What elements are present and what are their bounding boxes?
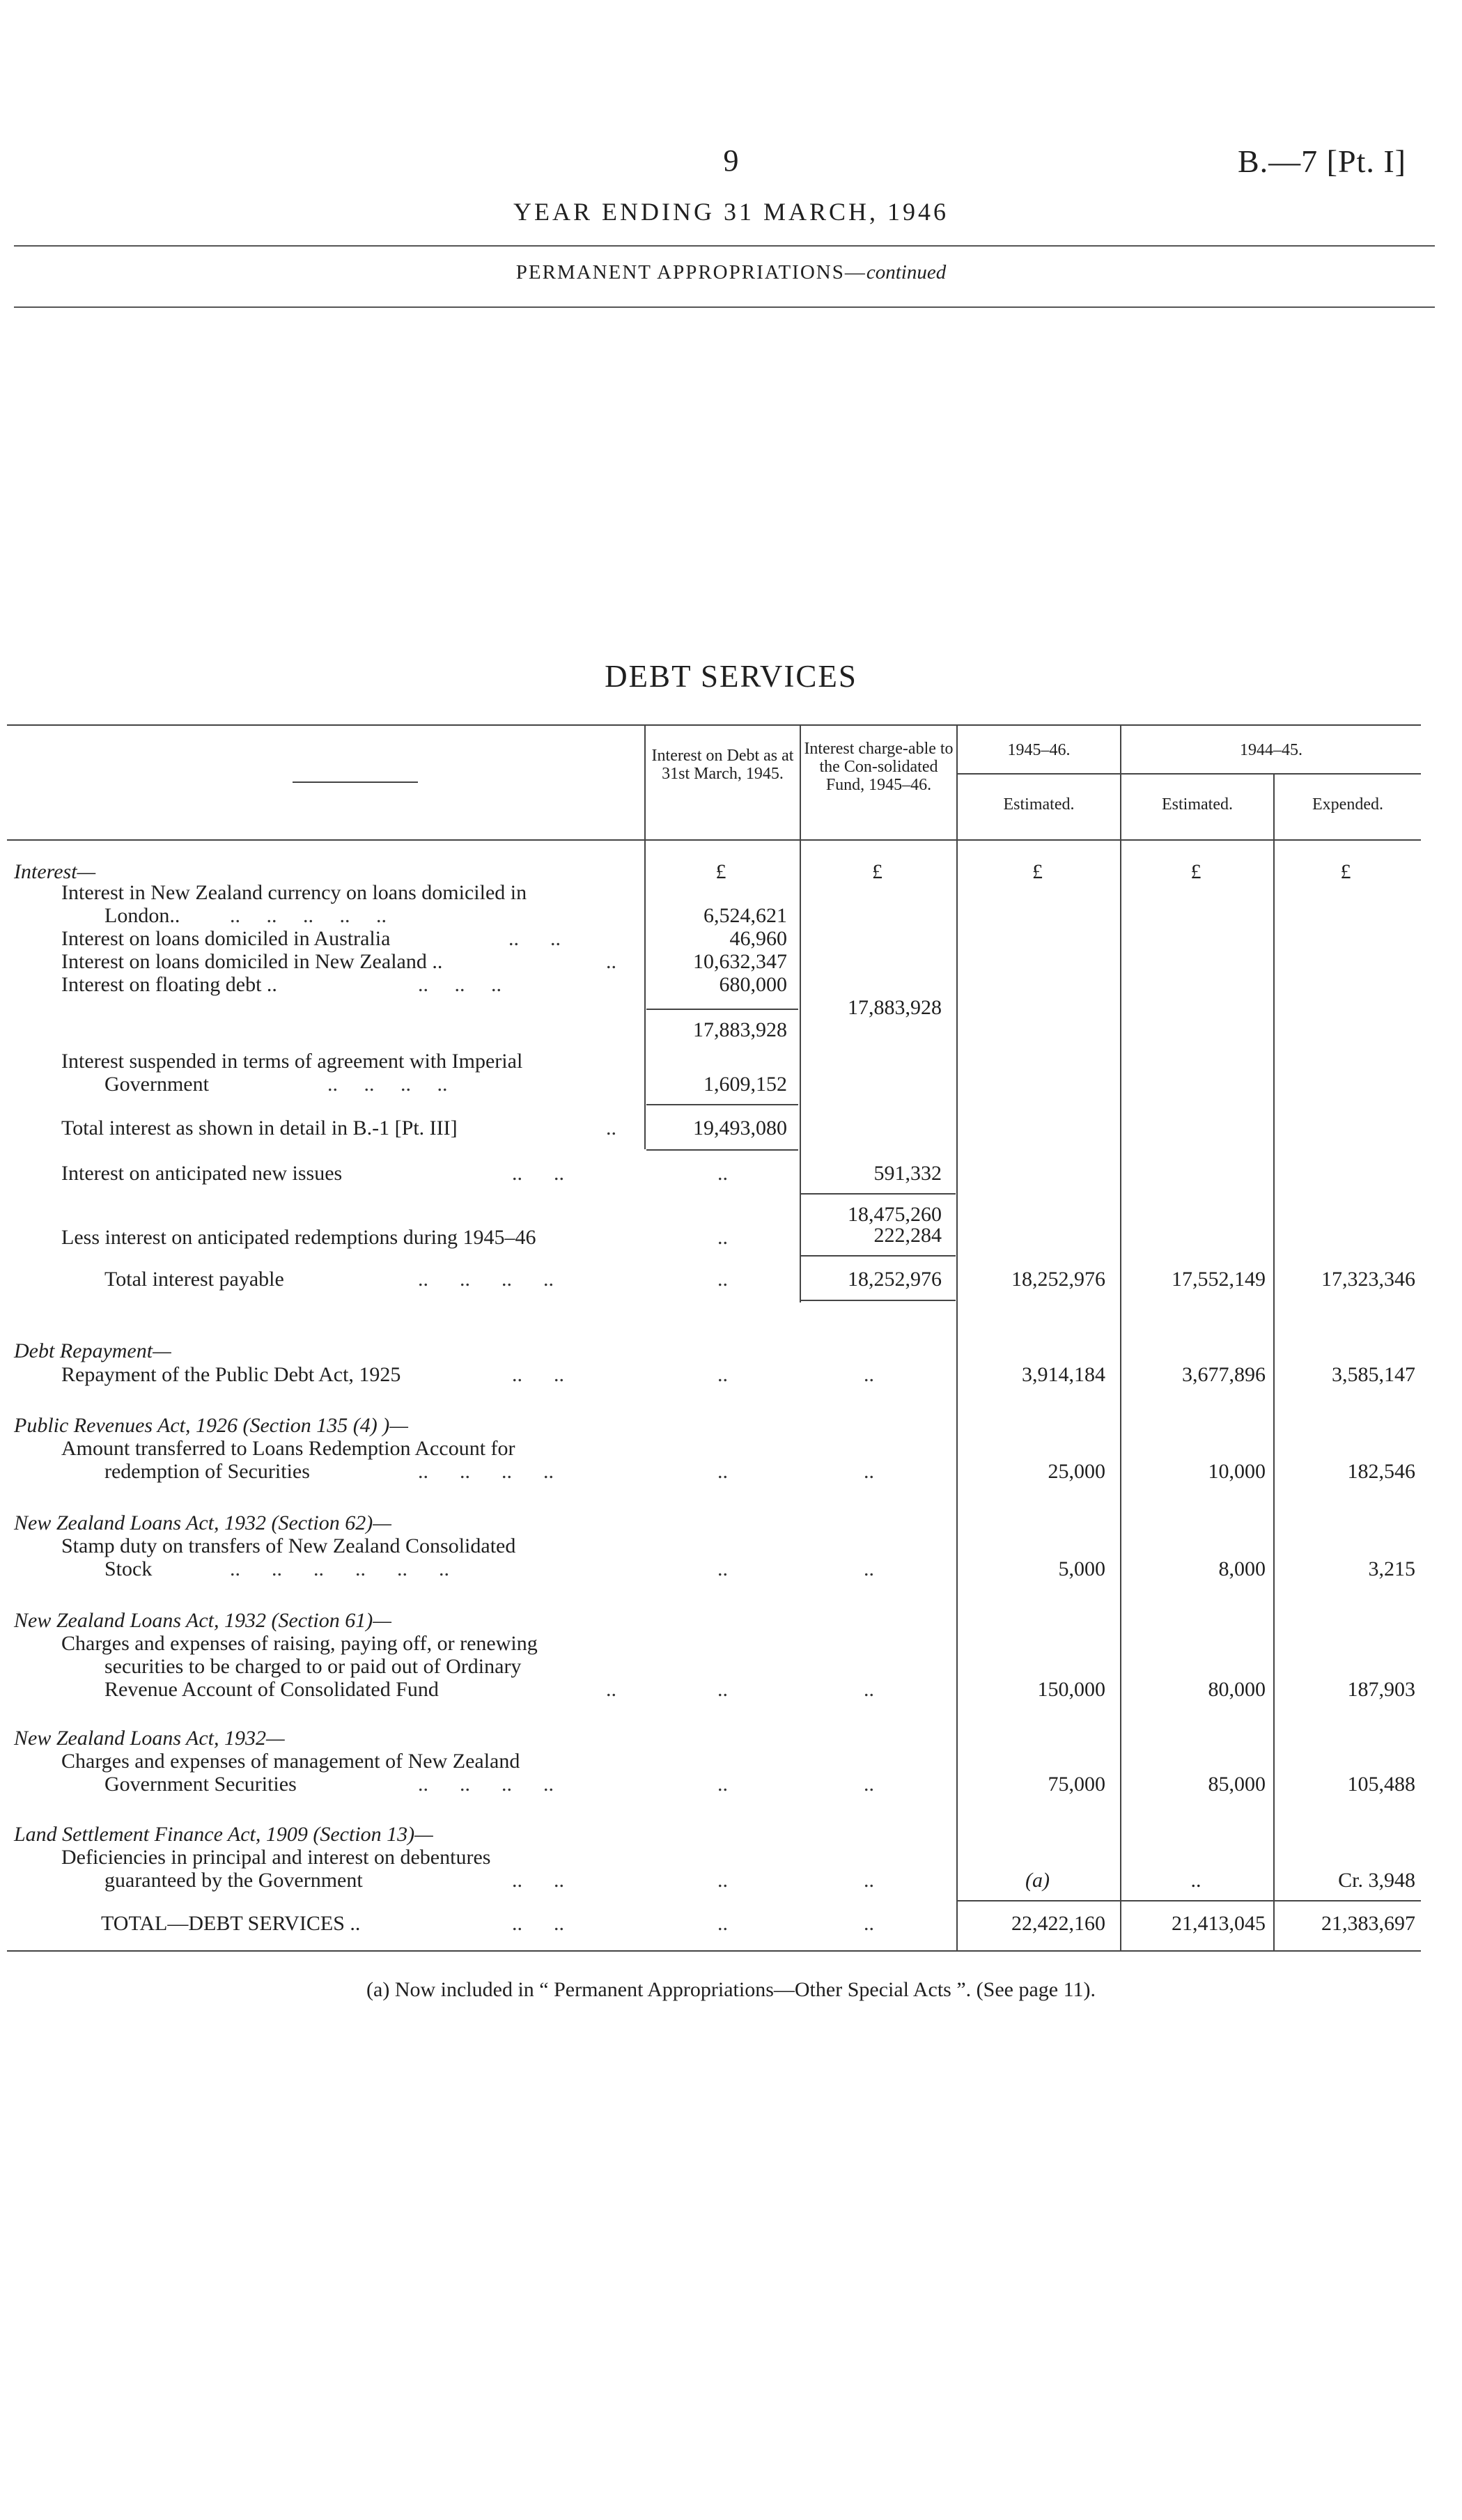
currency-col-5: £ xyxy=(1340,860,1351,883)
less-redemptions-label: Less interest on anticipated redemptions during 1945–46 xyxy=(61,1226,536,1249)
public-revenues-expended-1944-45: 182,546 xyxy=(1347,1460,1415,1483)
loans61-estimated-1944-45: 80,000 xyxy=(1208,1678,1266,1701)
loans62-heading: New Zealand Loans Act, 1932 (Section 62)— xyxy=(14,1511,391,1534)
debt-repayment-expended-1944-45: 3,585,147 xyxy=(1332,1363,1415,1386)
total-payable-estimated-1944-45: 17,552,149 xyxy=(1172,1268,1266,1291)
description-header-mark xyxy=(293,781,418,783)
nz-domiciled-label: Interest on loans domiciled in New Zealand .. xyxy=(61,950,443,973)
total-shown-rule-bottom xyxy=(646,1149,798,1151)
interest-chargeable-value: 17,883,928 xyxy=(848,996,942,1019)
interest-heading: Interest— xyxy=(14,860,96,883)
total-shown-rule-top xyxy=(646,1104,798,1105)
header-estimated-1944-45: Estimated. xyxy=(1162,795,1233,814)
public-revenues-label-1: Amount transferred to Loans Redemption Account for xyxy=(61,1437,515,1460)
public-revenues-heading: Public Revenues Act, 1926 (Section 135 (4) )— xyxy=(14,1414,408,1437)
page-reference: B.—7 [Pt. I] xyxy=(1238,143,1406,179)
loans-label-2: Government Securities xyxy=(104,1773,297,1796)
nz-currency-value: 6,524,621 xyxy=(703,904,787,927)
loans61-expended-1944-45: 187,903 xyxy=(1347,1678,1415,1701)
col-rule-5 xyxy=(1273,773,1275,1950)
loans61-label-3: Revenue Account of Consolidated Fund xyxy=(104,1678,439,1701)
section-title: DEBT SERVICES xyxy=(605,659,857,694)
loans61-estimated-1945-46: 150,000 xyxy=(1037,1678,1105,1701)
year-header-rule xyxy=(956,773,1421,775)
header-year-1944-45: 1944–45. xyxy=(1240,741,1302,759)
col-rule-2 xyxy=(800,724,801,1302)
table-header-rule xyxy=(7,839,1421,841)
anticipated-value: 591,332 xyxy=(873,1162,942,1185)
header-year-1945-46: 1945–46. xyxy=(1007,741,1071,759)
suspended-value: 1,609,152 xyxy=(703,1073,787,1096)
debt-services-table: Interest on Debt as at 31st March, 1945. Interest charge-able to the Con-solidated Fund, 1945–46. 1945–46. 1944–45. Estimated. Estimated. Expended. £ £ £ £ £ Interest— Interest in New Zealand currency on loans domiciled in London.. .. .. .. .. .. 6,524,621 Interest on loans domiciled in Australia .. .. 46,960 Interest on loans domiciled in New Zealand .. .. 10,632,347 Interest on floating debt .. .. .. .. 680,000 17,883,928 17,883,928 Interest suspended in terms of agreement with Imperial Government .. .. .. .. 1,609,152 Total interest as shown in detail in B.-1 [Pt. III] .. 19,493,080 Interest on anticipated new issues .. .. .. 591,332 18,475,260 Less interest on anticipated redemptions during 1945–46 .. 222,284 Total interest payable .. .. .. .. .. 18,252,976 18,252,976 17,552,149 17,323,346 Debt Repayment— Repayment of the Public Debt Act, 1925 .. .. .. .. 3,914,184 3,677,896 3,585,147 Public Revenues Act, 1926 (Section 135 (4) )— Amount transferred to Loans Redemption Account for redemption of Securities .. .. .. .. .. .. 25,000 10,000 182,546 New Zealand Loans Act, 1932 (Section 62)— Stamp duty on transfers of New Zealand Consolidated Stock .. .. .. .. .. .. .. .. 5,000 8,000 3,215 New Zealand Loans Act, 1932 (Section 61)— Charges and expenses of raising, paying off, or renewing securities to be charged to or paid out of Ordinary Revenue Account of Consolidated Fund .. .. .. 150,000 80,000 187,903 New Zealand Loans Act, 1932— Charges and expenses of management of New Zealand Government Securities .. .. .. .. .. .. 75,000 85,000 105,488 Land Settlement Finance Act, 1909 (Section 13)— Deficiencies in principal and interest on debentures guaranteed by the Government .. .. .. .. (a) .. Cr. 3,948 TOTAL—DEBT SERVICES .. .. .. .. .. 22,422,160 21,413,045 21,383,697 xyxy=(0,0,1462,2520)
header-interest-debt: Interest on Debt as at 31st March, 1945. xyxy=(651,747,794,783)
header-interest-chargeable: Interest charge-able to the Con-solidated Fund, 1945–46. xyxy=(804,740,954,794)
debt-repayment-label: Repayment of the Public Debt Act, 1925 xyxy=(61,1363,401,1386)
loans-estimated-1945-46: 75,000 xyxy=(1048,1773,1105,1796)
sum-rule xyxy=(801,1193,956,1195)
nz-currency-label-1: Interest in New Zealand currency on loans domiciled in xyxy=(61,881,527,904)
loans-label-1: Charges and expenses of management of New Zealand xyxy=(61,1750,520,1773)
less-redemptions-value: 222,284 xyxy=(873,1224,942,1247)
total-payable-rule-bottom xyxy=(801,1300,956,1301)
currency-col-3: £ xyxy=(1032,860,1043,883)
loans61-label-1: Charges and expenses of raising, paying off, or renewing xyxy=(61,1632,538,1655)
subtotal-rule xyxy=(646,1009,798,1010)
loans62-estimated-1944-45: 8,000 xyxy=(1218,1557,1266,1580)
debt-repayment-estimated-1944-45: 3,677,896 xyxy=(1182,1363,1266,1386)
col-rule-1 xyxy=(644,724,646,1149)
anticipated-label: Interest on anticipated new issues xyxy=(61,1162,343,1185)
nz-currency-label-2: London.. xyxy=(104,904,180,927)
loans61-label-2: securities to be charged to or paid out of Ordinary xyxy=(104,1655,522,1678)
subtitle-continued: continued xyxy=(866,261,947,283)
grand-total-estimated-1944-45: 21,413,045 xyxy=(1172,1912,1266,1935)
col-rule-4 xyxy=(1120,724,1121,1950)
grand-total-label: TOTAL—DEBT SERVICES .. xyxy=(101,1912,361,1935)
australia-label: Interest on loans domiciled in Australia xyxy=(61,927,391,950)
land-estimated-1945-46: (a) xyxy=(1025,1869,1050,1892)
interest-subtotal-value: 17,883,928 xyxy=(693,1018,787,1041)
table-bottom-rule xyxy=(7,1950,1421,1952)
land-estimated-1944-45: .. xyxy=(1190,1869,1202,1892)
currency-col-2: £ xyxy=(872,860,882,883)
total-shown-label: Total interest as shown in detail in B.-1 [Pt. III] xyxy=(61,1117,458,1140)
grand-total-rule-top xyxy=(956,1900,1421,1901)
header-expended-1944-45: Expended. xyxy=(1312,795,1383,814)
loans-expended-1944-45: 105,488 xyxy=(1347,1773,1415,1796)
total-payable-label: Total interest payable xyxy=(104,1268,284,1291)
suspended-label-2: Government xyxy=(104,1073,209,1096)
public-revenues-estimated-1944-45: 10,000 xyxy=(1208,1460,1266,1483)
currency-col-4: £ xyxy=(1190,860,1202,883)
floating-label: Interest on floating debt .. xyxy=(61,973,277,996)
loans62-label-1: Stamp duty on transfers of New Zealand Consolidated xyxy=(61,1534,516,1557)
page-title: YEAR ENDING 31 MARCH, 1946 xyxy=(513,198,949,226)
land-label-2: guaranteed by the Government xyxy=(104,1869,363,1892)
land-expended-1944-45: Cr. 3,948 xyxy=(1338,1869,1415,1892)
public-revenues-label-2: redemption of Securities xyxy=(104,1460,310,1483)
footnote: (a) Now included in “ Permanent Appropriations—Other Special Acts ”. (See page 11). xyxy=(366,1978,1096,2001)
header-estimated-1945-46: Estimated. xyxy=(1003,795,1075,814)
land-label-1: Deficiencies in principal and interest on debentures xyxy=(61,1846,491,1869)
loans62-expended-1944-45: 3,215 xyxy=(1368,1557,1415,1580)
sum-value: 18,475,260 xyxy=(848,1203,942,1226)
nz-domiciled-value: 10,632,347 xyxy=(693,950,787,973)
floating-value: 680,000 xyxy=(719,973,787,996)
loans61-heading: New Zealand Loans Act, 1932 (Section 61)— xyxy=(14,1609,391,1632)
subtitle-main: PERMANENT APPROPRIATIONS— xyxy=(515,261,866,283)
total-shown-value: 19,493,080 xyxy=(693,1117,787,1140)
loans62-label-2: Stock xyxy=(104,1557,153,1580)
total-payable-estimated-1945-46: 18,252,976 xyxy=(1011,1268,1105,1291)
land-heading: Land Settlement Finance Act, 1909 (Section 13)— xyxy=(14,1823,433,1846)
table-top-rule xyxy=(7,724,1421,726)
debt-repayment-heading: Debt Repayment— xyxy=(14,1339,171,1362)
grand-total-estimated-1945-46: 22,422,160 xyxy=(1011,1912,1105,1935)
loans-estimated-1944-45: 85,000 xyxy=(1208,1773,1266,1796)
currency-col-1: £ xyxy=(715,860,726,883)
col-rule-3 xyxy=(956,724,958,1950)
total-payable-expended-1944-45: 17,323,346 xyxy=(1321,1268,1415,1291)
suspended-label-1: Interest suspended in terms of agreement with Imperial xyxy=(61,1050,523,1073)
grand-total-expended-1944-45: 21,383,697 xyxy=(1321,1912,1415,1935)
debt-repayment-estimated-1945-46: 3,914,184 xyxy=(1022,1363,1105,1386)
page-number: 9 xyxy=(723,143,739,178)
loans-heading: New Zealand Loans Act, 1932— xyxy=(14,1727,285,1750)
loans62-estimated-1945-46: 5,000 xyxy=(1058,1557,1105,1580)
total-payable-rule-top xyxy=(801,1255,956,1257)
australia-value: 46,960 xyxy=(729,927,787,950)
total-payable-chargeable: 18,252,976 xyxy=(848,1268,942,1291)
public-revenues-estimated-1945-46: 25,000 xyxy=(1048,1460,1105,1483)
